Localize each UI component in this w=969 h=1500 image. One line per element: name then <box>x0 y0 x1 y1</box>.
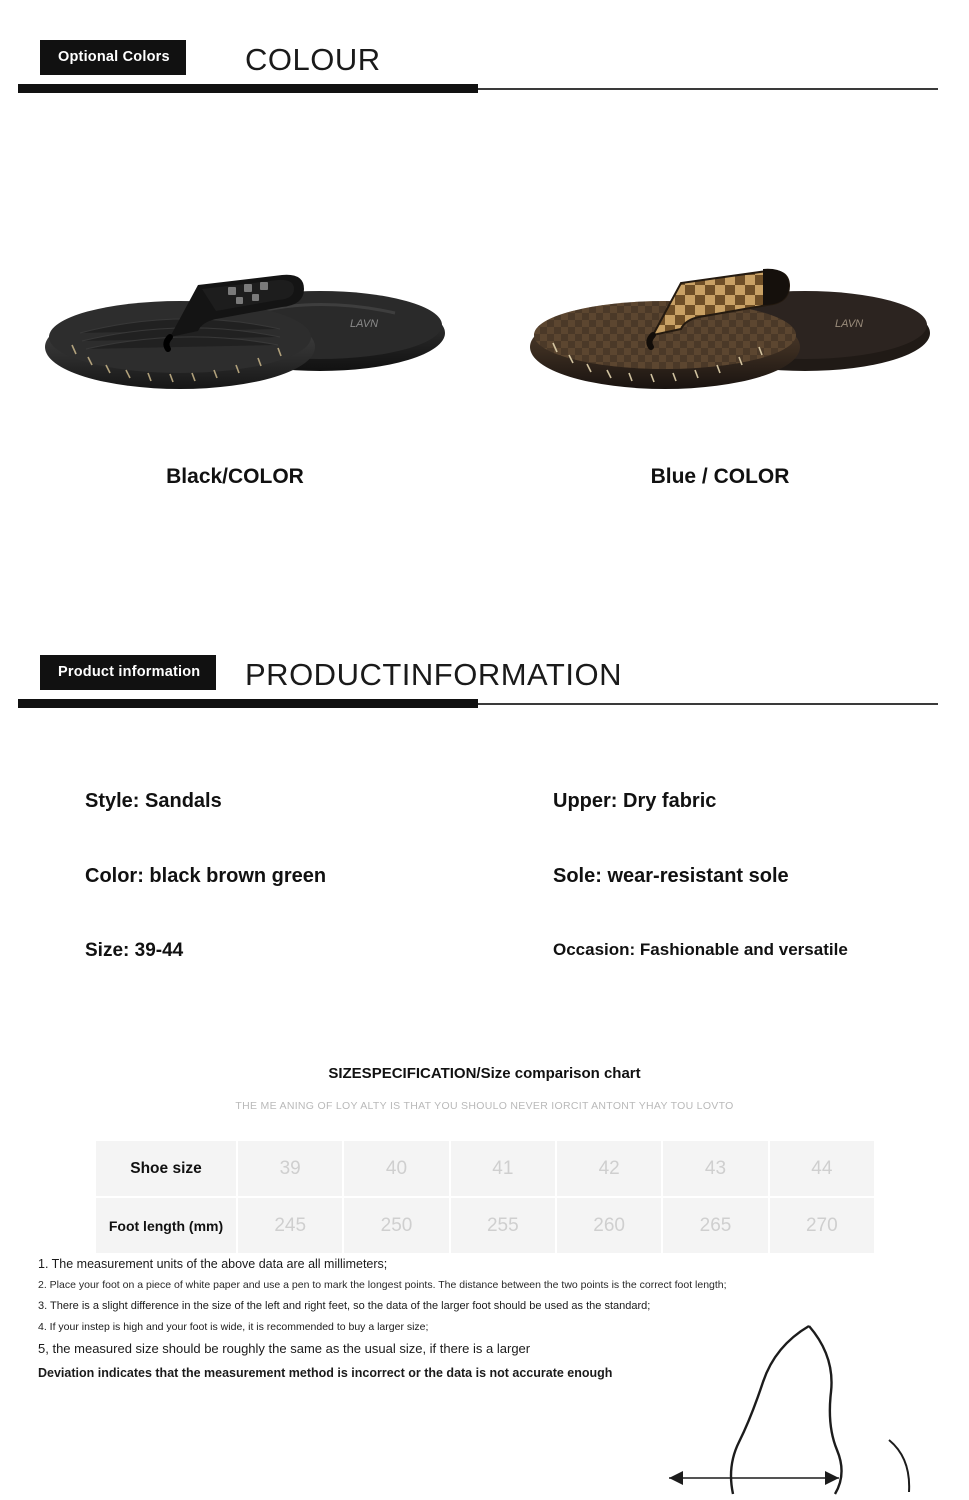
row-header-shoe-size: Shoe size <box>95 1140 237 1197</box>
note-item: 4. If your instep is high and your foot is wide, it is recommended to buy a larger size; <box>38 1320 429 1333</box>
product-label-black: Black/COLOR <box>166 465 304 488</box>
size-chart-subtitle: THE ME ANING OF LOY ALTY IS THAT YOU SHOULO NEVER IORCIT ANTONT YHAY TOU LOVTO <box>235 1100 734 1112</box>
info-section-title: PRODUCTINFORMATION <box>245 657 622 692</box>
shoe-size-cell: 44 <box>769 1140 875 1197</box>
size-chart-title: SIZESPECIFICATION/Size comparison chart <box>328 1065 641 1082</box>
spec-size: Size: 39-44 <box>85 940 184 961</box>
svg-text:LAVN: LAVN <box>835 318 864 330</box>
foot-length-cell: 255 <box>450 1197 556 1254</box>
spec-color: Color: black brown green <box>85 865 327 887</box>
spec-sole: Sole: wear-resistant sole <box>553 865 789 887</box>
product-option-black[interactable] <box>20 215 450 515</box>
svg-text:LAVN: LAVN <box>350 318 379 330</box>
spec-occasion: Occasion: Fashionable and versatile <box>553 940 848 959</box>
note-item: 5, the measured size should be roughly the same as the usual size, if there is a larger <box>38 1340 531 1356</box>
foot-length-cell: 270 <box>769 1197 875 1254</box>
info-header-bar-thick <box>18 699 478 708</box>
sandal-illustration-black <box>20 215 450 415</box>
shoe-size-cell: 41 <box>450 1140 556 1197</box>
foot-length-cell: 260 <box>556 1197 662 1254</box>
sandal-image-black <box>20 215 450 415</box>
foot-length-cell: 245 <box>237 1197 343 1254</box>
spec-style: Style: Sandals <box>85 790 222 812</box>
note-item: 2. Place your foot on a piece of white paper and use a pen to mark the longest points. The distance between the two points is the correct foot length; <box>38 1279 727 1291</box>
sandal-illustration-blue <box>505 215 935 415</box>
foot-length-cell: 250 <box>343 1197 449 1254</box>
shoe-size-cell: 42 <box>556 1140 662 1197</box>
shoe-size-cell: 39 <box>237 1140 343 1197</box>
sandal-image-blue <box>505 215 935 415</box>
shoe-size-cell: 40 <box>343 1140 449 1197</box>
table-row <box>95 1197 875 1254</box>
colour-product-row <box>0 215 969 515</box>
colour-section-tag: Optional Colors <box>40 40 186 75</box>
note-item: 1. The measurement units of the above data are all millimeters; <box>38 1257 388 1271</box>
foot-length-cell: 265 <box>662 1197 768 1254</box>
colour-section-header <box>0 40 969 110</box>
header-bar-thick <box>18 84 478 93</box>
info-section-header <box>0 655 969 725</box>
product-label-blue: Blue / COLOR <box>650 465 790 488</box>
note-item: 3. There is a slight difference in the size of the left and right feet, so the data of the larger foot should be used as the standard; <box>38 1300 651 1313</box>
info-header-bar-thin <box>478 703 938 705</box>
note-item: Deviation indicates that the measurement method is incorrect or the data is not accurate enough <box>38 1365 613 1380</box>
info-section-tag: Product information <box>40 655 216 690</box>
row-header-foot-length: Foot length (mm) <box>95 1197 237 1254</box>
spec-upper: Upper: Dry fabric <box>553 790 717 812</box>
product-option-blue[interactable] <box>505 215 935 515</box>
shoe-size-cell: 43 <box>662 1140 768 1197</box>
size-comparison-table <box>94 1139 876 1255</box>
table-row <box>95 1140 875 1197</box>
header-bar-thin <box>478 88 938 90</box>
colour-section-title: COLOUR <box>245 42 381 77</box>
measurement-notes <box>38 1256 738 1388</box>
